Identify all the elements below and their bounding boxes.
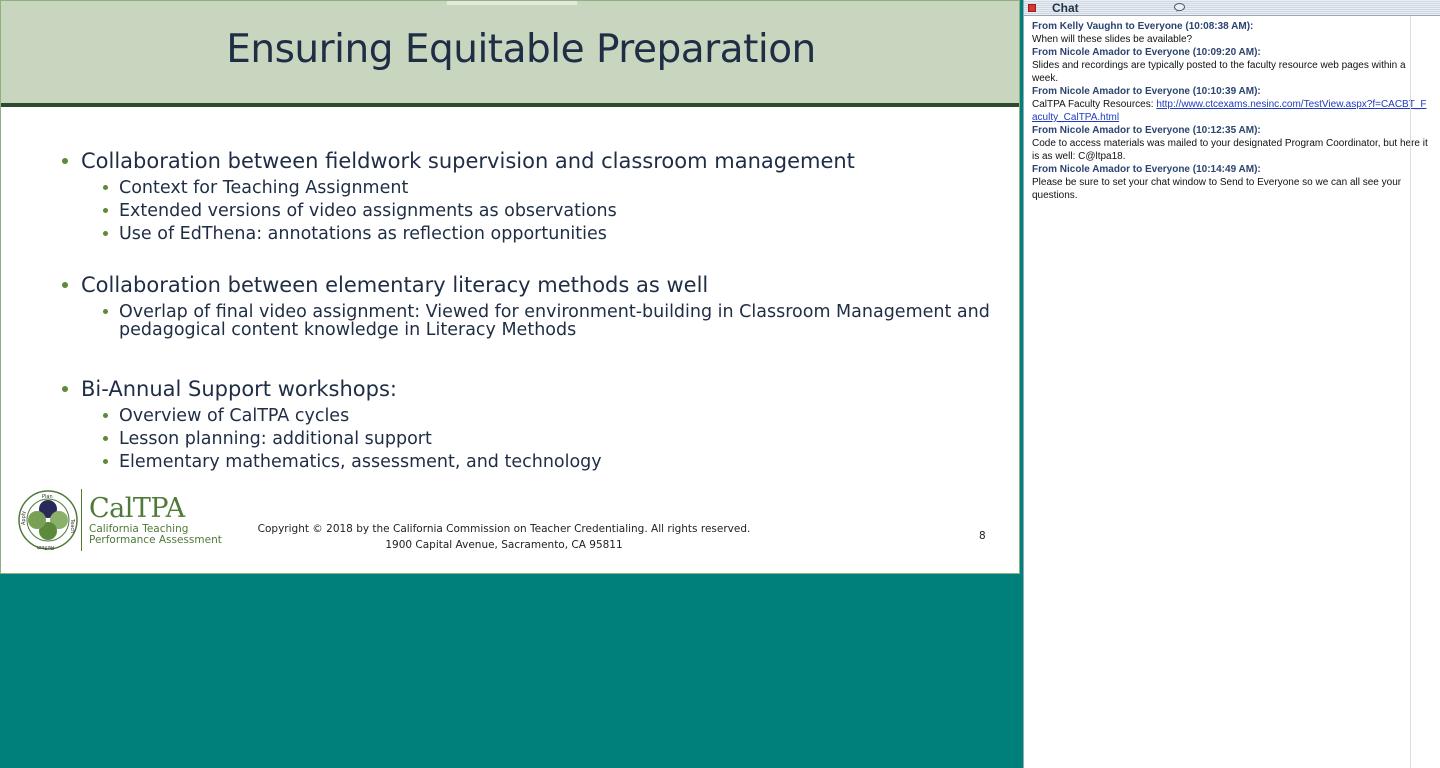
caltpa-logo — [17, 489, 222, 551]
chat-text: Please be sure to set your chat window to Send to Everyone so we can all see your questions. — [1032, 177, 1402, 201]
chat-text: When will these slides be available? — [1032, 34, 1193, 45]
chat-title: Chat — [1052, 1, 1079, 15]
chat-message — [1032, 46, 1428, 85]
bullet-level2: Extended versions of video assignments as observations — [59, 202, 999, 220]
slide-page-number: 8 — [979, 530, 986, 542]
chat-sender: From Nicole Amador to Everyone (10:10:39 AM): — [1032, 86, 1261, 97]
bullet-level1: Bi-Annual Support workshops: — [59, 377, 999, 402]
header-tab-accent — [447, 1, 577, 5]
ring-word-apply: Apply — [21, 510, 27, 525]
slide-header — [1, 1, 1019, 107]
copyright-footer — [241, 521, 767, 553]
chat-text: Slides and recordings are typically posted to the faculty resource web pages within a week. — [1032, 60, 1406, 84]
chat-text-prefix: CalTPA Faculty Resources: — [1032, 99, 1157, 110]
chat-titlebar[interactable] — [1024, 0, 1440, 16]
ring-word-teach: Teach — [69, 519, 75, 534]
close-icon[interactable] — [1028, 4, 1036, 12]
chat-scrollbar[interactable] — [1410, 16, 1440, 768]
chat-sender: From Nicole Amador to Everyone (10:12:35 AM): — [1032, 125, 1261, 136]
chat-text: Code to access materials was mailed to your designated Program Coordinator, but here it is as well: C@ltpa18. — [1032, 138, 1428, 162]
chat-message — [1032, 20, 1428, 46]
chat-sender: From Kelly Vaughn to Everyone (10:08:38 AM): — [1032, 21, 1254, 32]
copyright-line: Copyright © 2018 by the California Commission on Teacher Credentialing. All rights reserved. — [257, 523, 751, 535]
bullet-level1: Collaboration between fieldwork supervision and classroom management — [59, 149, 999, 174]
ring-word-plan: Plan — [42, 494, 53, 500]
ring-word-reflect: Reflect — [36, 544, 54, 550]
slide-title: Ensuring Equitable Preparation — [226, 27, 816, 72]
slide-bullet-list — [59, 149, 999, 471]
bullet-level2: Elementary mathematics, assessment, and technology — [59, 453, 999, 471]
chat-sender: From Nicole Amador to Everyone (10:14:49 AM): — [1032, 164, 1261, 175]
bullet-level2: Overlap of final video assignment: Viewed for environment-building in Classroom Management and pedagogical content knowledge in Literacy Methods — [59, 303, 999, 339]
caltpa-resources-link[interactable]: http://www.ctcexams.nesinc.com/TestView.aspx?f=CACBT_Faculty_CalTPA.html — [1032, 99, 1427, 123]
logo-wordmark: CalTPA — [89, 493, 185, 524]
chat-bubble-icon[interactable] — [1174, 3, 1185, 12]
chat-message-list — [1032, 20, 1428, 202]
bullet-level2: Lesson planning: additional support — [59, 430, 999, 448]
chat-message — [1032, 124, 1428, 163]
logo-subtitle-line2: Performance Assessment — [89, 534, 222, 546]
logo-subtitle — [89, 524, 229, 546]
chat-message — [1032, 163, 1428, 202]
chat-message — [1032, 85, 1428, 124]
chat-panel — [1023, 0, 1440, 768]
chat-sender: From Nicole Amador to Everyone (10:09:20 AM): — [1032, 47, 1261, 58]
chat-text — [1032, 98, 1428, 124]
bullet-level1: Collaboration between elementary literacy methods as well — [59, 273, 999, 298]
bullet-level2: Use of EdThena: annotations as reflection opportunities — [59, 225, 999, 243]
caltpa-cycle-icon — [17, 489, 79, 551]
bullet-level2: Overview of CalTPA cycles — [59, 407, 999, 425]
logo-subtitle-line1: California Teaching — [89, 523, 189, 535]
logo-divider — [81, 489, 82, 551]
address-line: 1900 Capital Avenue, Sacramento, CA 95811 — [385, 539, 623, 551]
bullet-level2: Context for Teaching Assignment — [59, 179, 999, 197]
